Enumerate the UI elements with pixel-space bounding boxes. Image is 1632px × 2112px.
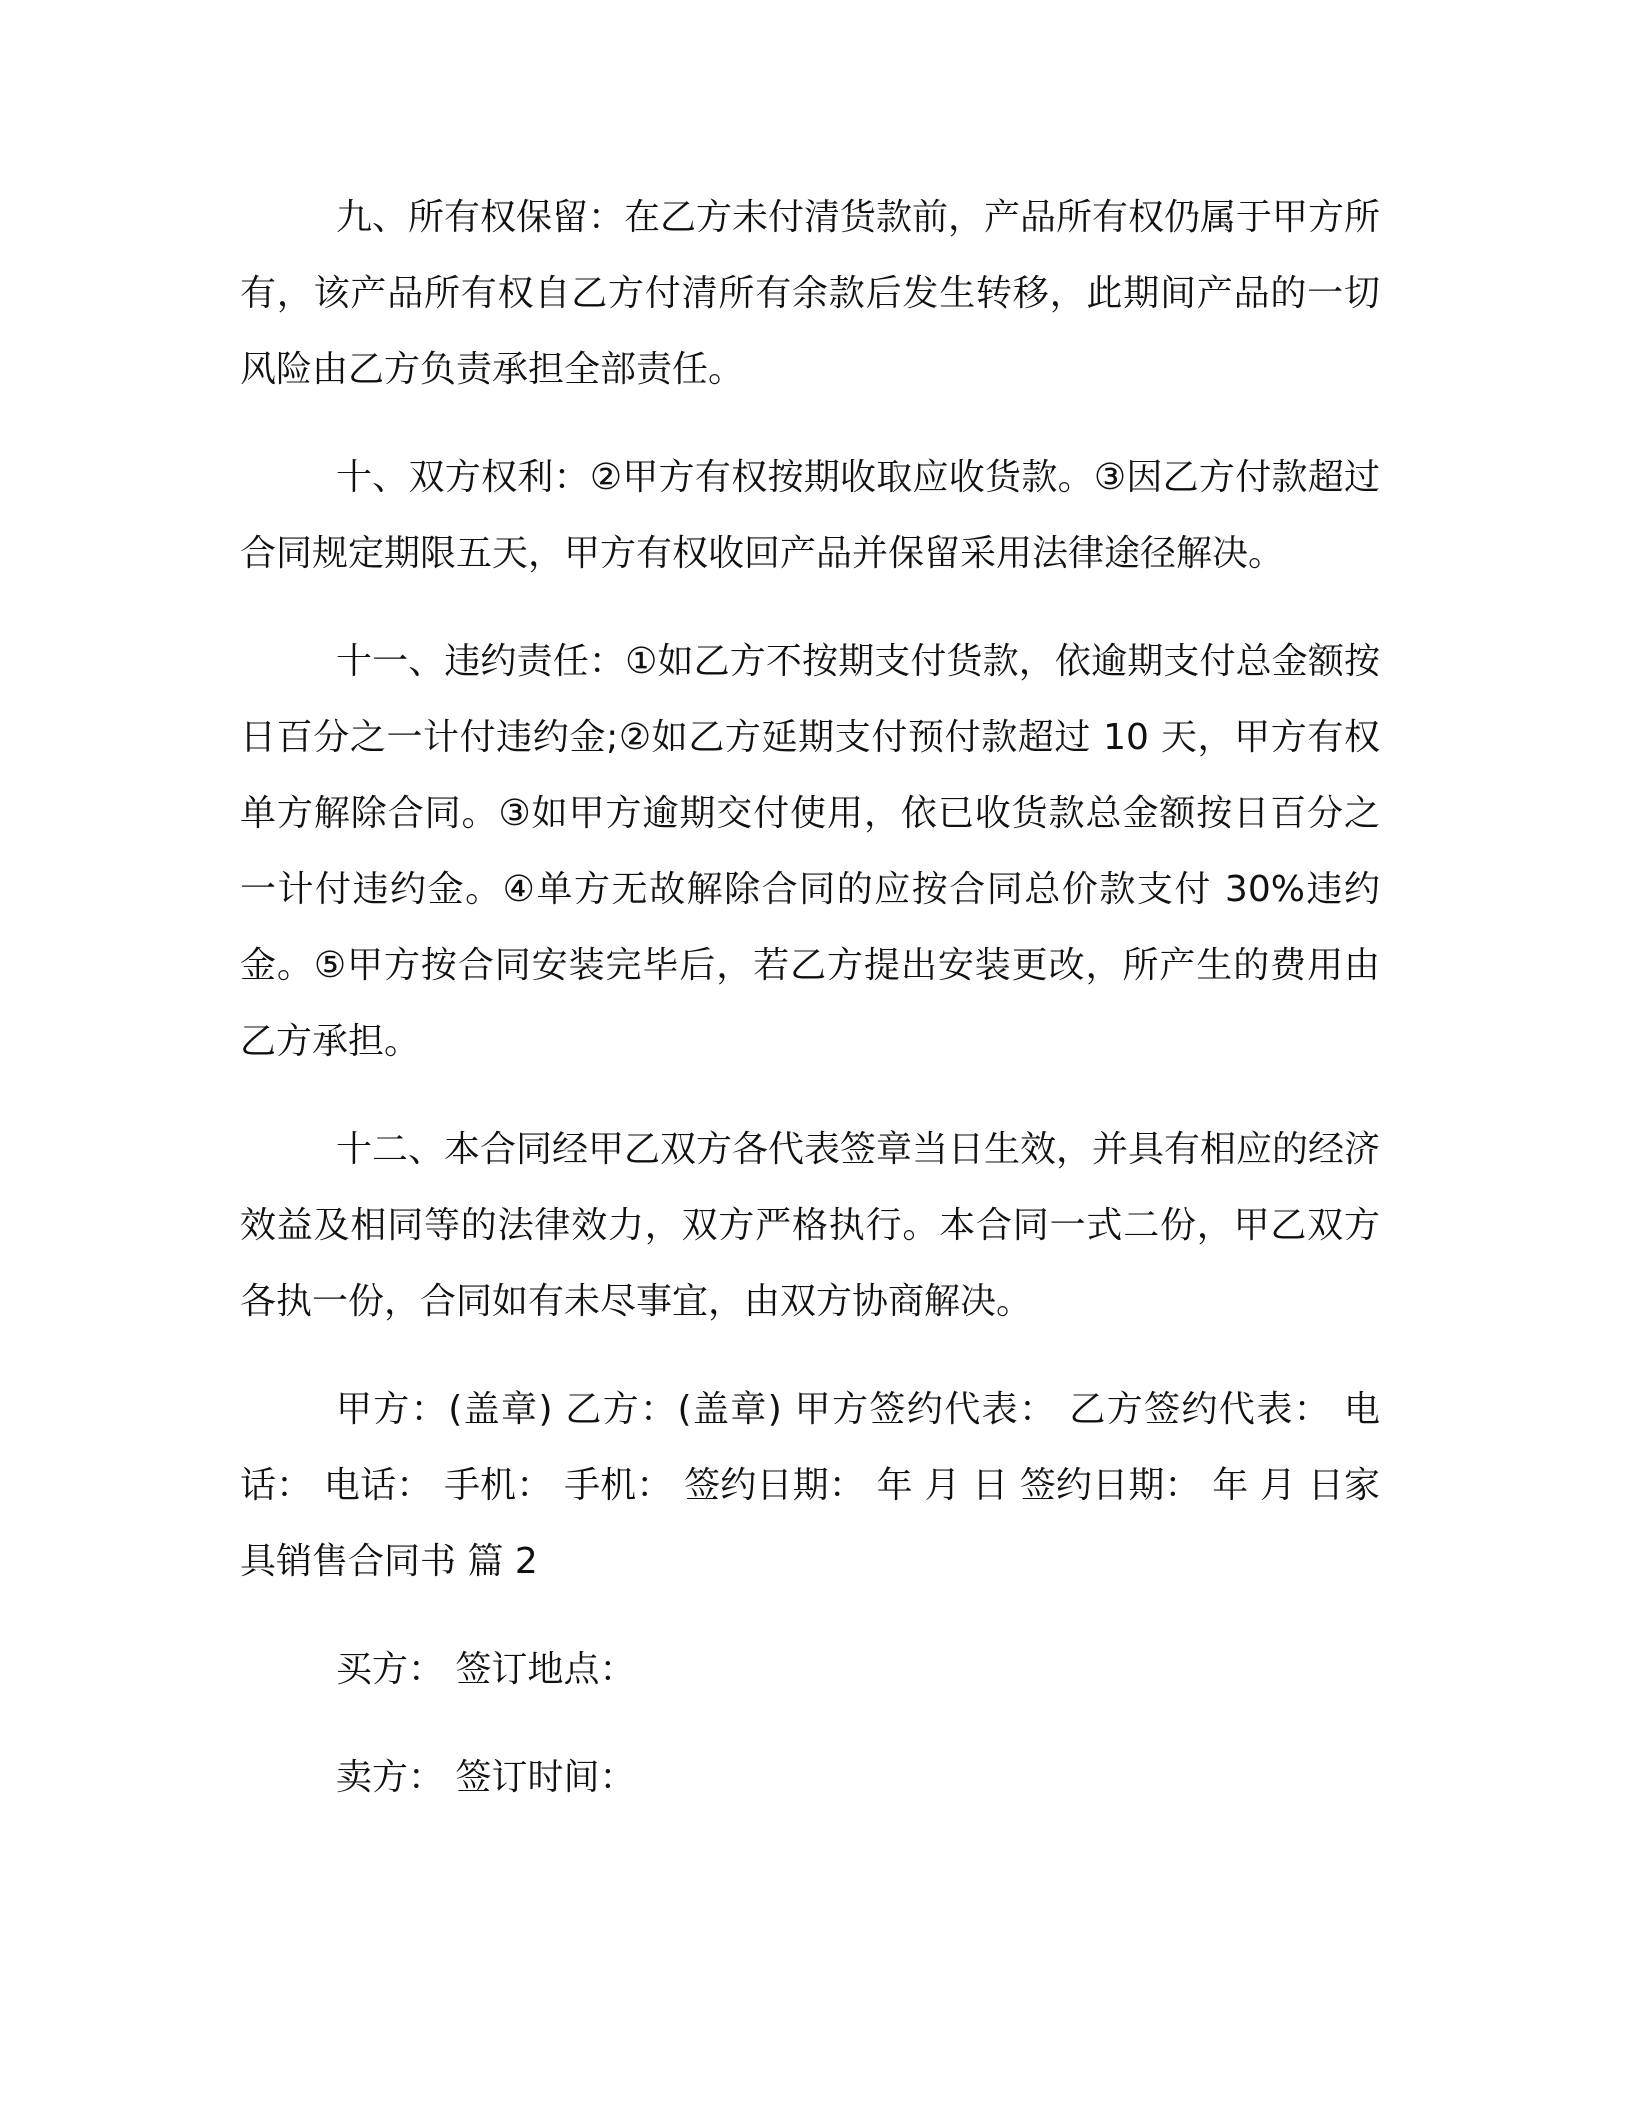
buyer-line: 买方： 签订地点： [336,1649,636,1690]
seller-line: 卖方： 签订时间： [336,1757,636,1798]
clause-10-paragraph: 十、双方权利：②甲方有权按期收取应收货款。③因乙方付款超过合同规定期限五天，甲方有权收回产品并保留采用法律途径解决。 [240,457,1380,574]
clause-12-paragraph: 十二、本合同经甲乙双方各代表签章当日生效，并具有相应的经济效益及相同等的法律效力，双方严格执行。本合同一式二份，甲乙双方各执一份，合同如有未尽事宜，由双方协商解决。 [240,1129,1381,1322]
clause-11-paragraph: 十一、违约责任：①如乙方不按期支付货款，依逾期支付总金额按日百分之一计付违约金;②如乙方延期支付预付款超过 10 天，甲方有权单方解除合同。③如甲方逾期交付使用，依已收货款总金额按日百分之一计付违约金。④单方无故解除合同的应按合同总价款支付 30%违约金。⑤甲方按合同安装完毕后，若乙方提出安装更改，所产生的费用由乙方承担。 [240,641,1380,1062]
clause-9-paragraph: 九、所有权保留：在乙方未付清货款前，产品所有权仍属于甲方所有，该产品所有权自乙方付清所有余款后发生转移，此期间产品的一切风险由乙方负责承担全部责任。 [240,197,1381,390]
document-page [240,180,1380,1848]
signature-block-paragraph: 甲方：(盖章) 乙方：(盖章) 甲方签约代表： 乙方签约代表： 电话： 电话： 手机： 手机： 签约日期： 年 月 日 签约日期： 年 月 日家具销售合同书 篇 2 [240,1389,1380,1582]
